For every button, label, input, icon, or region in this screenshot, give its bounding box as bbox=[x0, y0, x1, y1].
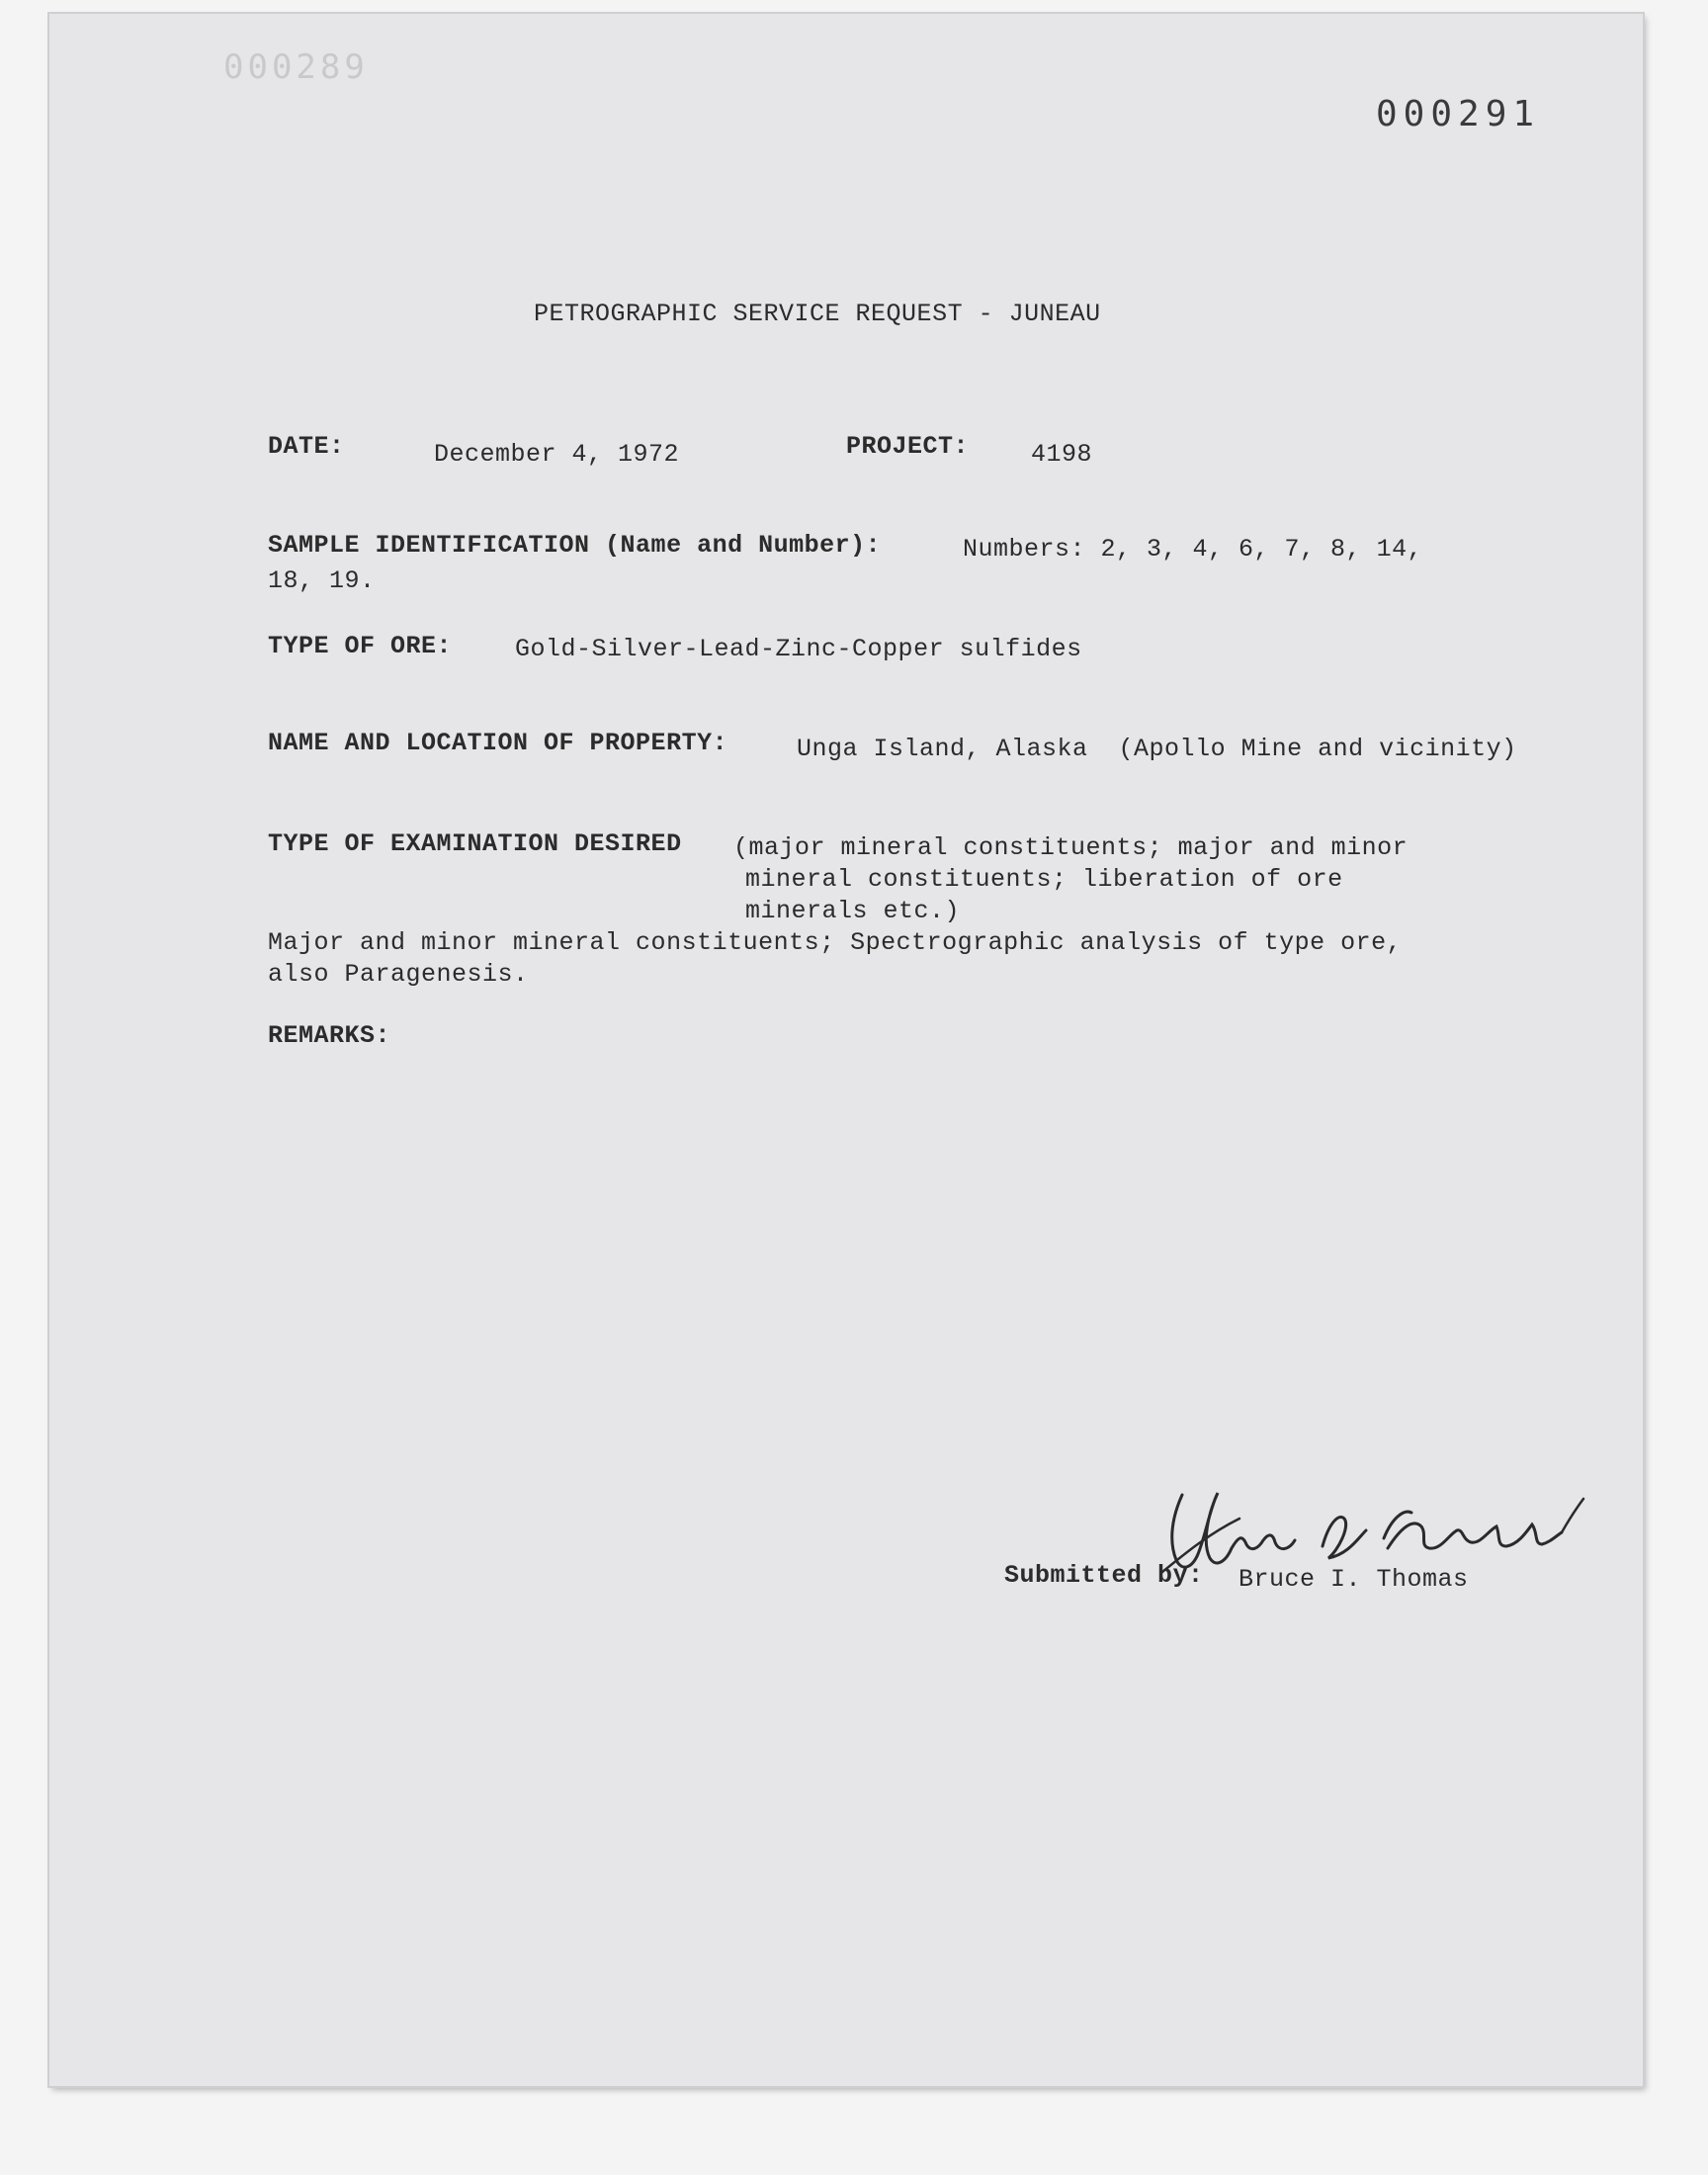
date-value: December 4, 1972 bbox=[434, 440, 680, 469]
examination-hint-cont: mineral constituents; liberation of ore bbox=[745, 865, 1343, 894]
remarks-label: REMARKS: bbox=[268, 1021, 391, 1050]
sample-identification-label: SAMPLE IDENTIFICATION (Name and Number): bbox=[268, 531, 882, 560]
ore-type-value: Gold-Silver-Lead-Zinc-Copper sulfides bbox=[515, 635, 1082, 663]
date-label: DATE: bbox=[268, 432, 345, 461]
project-value: 4198 bbox=[1031, 440, 1093, 469]
submitted-by-name: Bruce I. Thomas bbox=[1238, 1565, 1469, 1594]
project-label: PROJECT: bbox=[846, 432, 970, 461]
examination-value: Major and minor mineral constituents; Spectrographic analysis of type ore, bbox=[268, 928, 1403, 957]
submitted-by-label: Submitted by: bbox=[1004, 1561, 1204, 1590]
sample-identification-value-cont: 18, 19. bbox=[268, 566, 376, 595]
sample-identification-value: Numbers: 2, 3, 4, 6, 7, 8, 14, bbox=[963, 535, 1423, 564]
document-number: 000291 bbox=[1376, 94, 1541, 134]
examination-label: TYPE OF EXAMINATION DESIRED bbox=[268, 829, 682, 858]
examination-value-cont: also Paragenesis. bbox=[268, 960, 529, 989]
property-value: Unga Island, Alaska (Apollo Mine and vicinity) bbox=[797, 735, 1517, 763]
faded-document-number: 000289 bbox=[223, 47, 369, 87]
ore-type-label: TYPE OF ORE: bbox=[268, 632, 453, 660]
property-label: NAME AND LOCATION OF PROPERTY: bbox=[268, 729, 728, 757]
examination-hint: (major mineral constituents; major and minor bbox=[733, 833, 1409, 862]
examination-hint-cont: minerals etc.) bbox=[745, 897, 961, 925]
document-title: PETROGRAPHIC SERVICE REQUEST - JUNEAU bbox=[534, 300, 1101, 328]
